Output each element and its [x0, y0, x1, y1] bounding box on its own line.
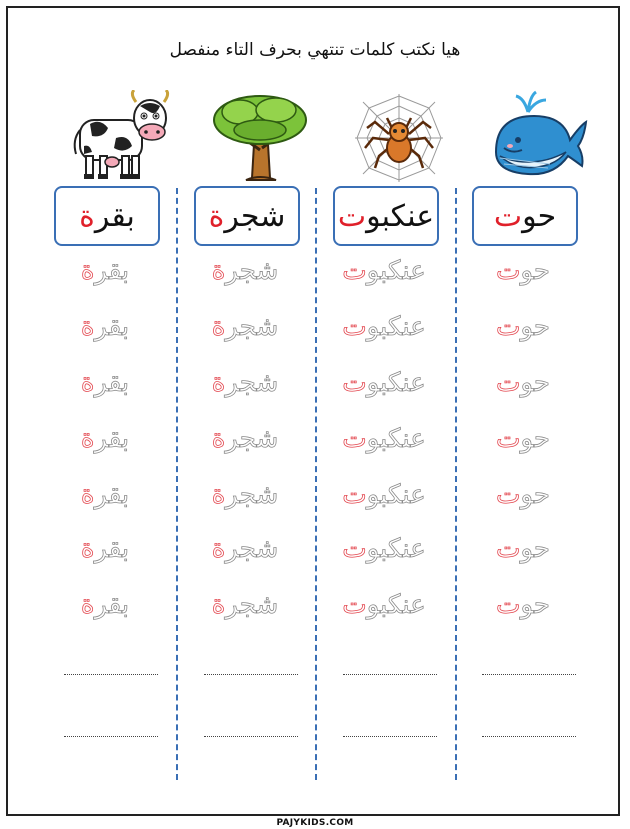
word-box: شجر ة — [194, 186, 300, 246]
trace-word: شجرة — [211, 312, 279, 342]
trace-word: عنكبوت — [342, 590, 426, 620]
word-box: حو ت — [472, 186, 578, 246]
trace-word: حوت — [496, 256, 550, 286]
footer — [0, 810, 630, 829]
trace-word: شجرة — [211, 368, 279, 398]
trace-word: بقرة — [80, 256, 130, 286]
trace-word: شجرة — [211, 256, 279, 286]
trace-word: حوت — [496, 534, 550, 564]
trace-word: بقرة — [80, 312, 130, 342]
column-spider — [329, 90, 469, 790]
trace-word: شجرة — [211, 480, 279, 510]
tree-icon — [210, 90, 310, 186]
trace-word: بقرة — [80, 534, 130, 564]
trace-word: بقرة — [80, 590, 130, 620]
writing-line[interactable] — [64, 674, 158, 675]
writing-line[interactable] — [64, 736, 158, 737]
trace-word: عنكبوت — [342, 534, 426, 564]
writing-line[interactable] — [482, 674, 576, 675]
whale-icon — [488, 90, 588, 186]
writing-line[interactable] — [343, 736, 437, 737]
trace-word: شجرة — [211, 534, 279, 564]
trace-word: عنكبوت — [342, 312, 426, 342]
trace-word: حوت — [496, 590, 550, 620]
column-cow — [50, 90, 190, 790]
trace-word: حوت — [496, 368, 550, 398]
trace-word: حوت — [496, 424, 550, 454]
footer-label: PAJYKIDS.COM — [270, 818, 359, 828]
word-box: عنكبو ت — [333, 186, 439, 246]
cow-icon — [70, 90, 170, 186]
word-box: بقر ة — [54, 186, 160, 246]
writing-line[interactable] — [343, 674, 437, 675]
column-tree — [190, 90, 330, 790]
column-whale — [468, 90, 608, 790]
trace-word: عنكبوت — [342, 480, 426, 510]
trace-word: بقرة — [80, 368, 130, 398]
trace-word: بقرة — [80, 480, 130, 510]
writing-line[interactable] — [482, 736, 576, 737]
spider-icon — [349, 90, 449, 186]
trace-word: شجرة — [211, 590, 279, 620]
trace-word: شجرة — [211, 424, 279, 454]
trace-word: حوت — [496, 312, 550, 342]
trace-word: حوت — [496, 480, 550, 510]
writing-line[interactable] — [204, 674, 298, 675]
page-title: هيا نكتب كلمات تنتهي بحرف التاء منفصل — [169, 40, 461, 60]
trace-word: عنكبوت — [342, 368, 426, 398]
trace-word: بقرة — [80, 424, 130, 454]
trace-word: عنكبوت — [342, 424, 426, 454]
writing-line[interactable] — [204, 736, 298, 737]
trace-word: عنكبوت — [342, 256, 426, 286]
